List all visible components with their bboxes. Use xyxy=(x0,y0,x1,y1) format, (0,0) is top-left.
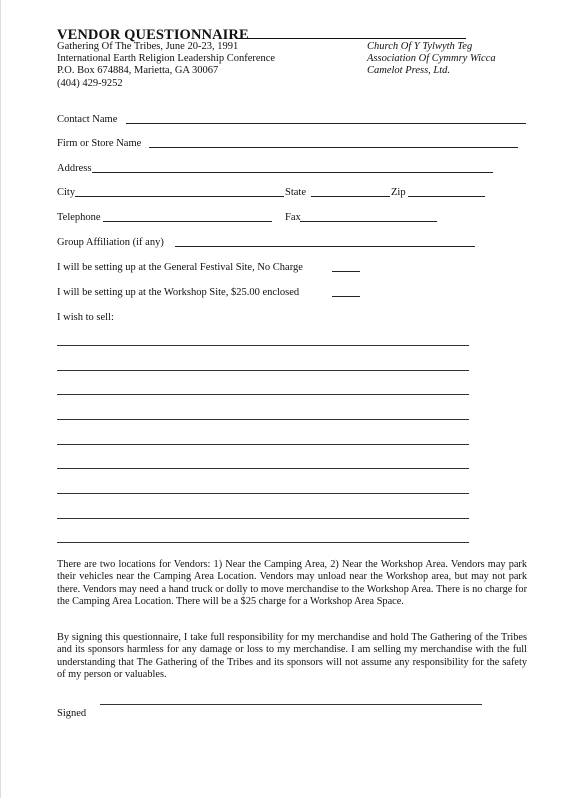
sponsor-line: Church Of Y Tylwyth Teg xyxy=(367,41,473,52)
sponsor-line: Camelot Press, Ltd. xyxy=(367,65,451,77)
signature-line[interactable] xyxy=(100,704,482,705)
title-rule xyxy=(238,38,466,39)
state-field[interactable] xyxy=(311,196,390,197)
sell-line[interactable] xyxy=(57,345,469,346)
vendor-locations-paragraph: There are two locations for Vendors: 1) Near the Camping Area, 2) Near the Workshop Area. Vendors may park their vehicles near the Camping Area Location. Vendors may unload near the Workshop area, but may not park there. Vendors may need a hand truck or dolly to move merchandise to the Workshop Area. There is no charge for the Camping Area Location. There will be a $25 charge for a Workshop Area Space. xyxy=(57,559,527,607)
sell-line[interactable] xyxy=(57,444,469,445)
group-affiliation-label: Group Affiliation (if any) xyxy=(57,237,164,248)
phone-line: (404) 429-9252 xyxy=(57,77,123,89)
firm-name-field[interactable] xyxy=(149,147,518,148)
address-line: P.O. Box 674884, Marietta, GA 30067 xyxy=(57,65,219,77)
contact-name-label: Contact Name xyxy=(57,114,118,125)
city-field[interactable] xyxy=(75,196,284,197)
sell-line[interactable] xyxy=(57,542,469,543)
festival-site-label: I will be setting up at the General Festival Site, No Charge xyxy=(57,262,303,273)
sell-line[interactable] xyxy=(57,370,469,371)
sell-line[interactable] xyxy=(57,493,469,494)
firm-name-label: Firm or Store Name xyxy=(57,138,142,149)
sell-line[interactable] xyxy=(57,468,469,469)
contact-name-field[interactable] xyxy=(126,123,526,124)
city-label: City xyxy=(57,187,76,198)
telephone-field[interactable] xyxy=(103,221,272,222)
zip-field[interactable] xyxy=(408,196,485,197)
workshop-site-checkline[interactable] xyxy=(332,296,360,297)
festival-site-checkline[interactable] xyxy=(332,271,360,272)
liability-paragraph: By signing this questionnaire, I take full responsibility for my merchandise and hold The Gathering of the Tribes and its sponsors harmless for any damage or loss to my merchandise. I am selling my merchandise with the full understanding that The Gathering of the Tribes and its sponsors will not assume any responsibility for the safety of my person or valuables. xyxy=(57,632,527,680)
workshop-site-label: I will be setting up at the Workshop Site, $25.00 enclosed xyxy=(57,287,300,298)
telephone-label: Telephone xyxy=(57,212,101,223)
page-edge xyxy=(0,0,1,798)
fax-field[interactable] xyxy=(300,221,437,222)
event-line: Gathering Of The Tribes, June 20-23, 1991 xyxy=(57,41,239,52)
wish-to-sell-label: I wish to sell: xyxy=(57,312,114,323)
sponsor-block xyxy=(367,41,496,78)
conference-line: International Earth Religion Leadership Conference xyxy=(57,53,276,65)
form-title: VENDOR QUESTIONNAIRE xyxy=(57,27,249,43)
sponsor-line: Association Of Cymmry Wicca xyxy=(367,53,496,65)
fax-label: Fax xyxy=(285,212,301,223)
zip-label: Zip xyxy=(391,187,406,198)
address-label: Address xyxy=(57,163,92,174)
state-label: State xyxy=(285,187,306,198)
address-field[interactable] xyxy=(92,172,493,173)
group-affiliation-field[interactable] xyxy=(175,246,475,247)
sell-line[interactable] xyxy=(57,518,469,519)
sell-line[interactable] xyxy=(57,394,469,395)
sell-line[interactable] xyxy=(57,419,469,420)
organizer-block xyxy=(57,41,275,90)
signed-label: Signed xyxy=(57,708,87,719)
